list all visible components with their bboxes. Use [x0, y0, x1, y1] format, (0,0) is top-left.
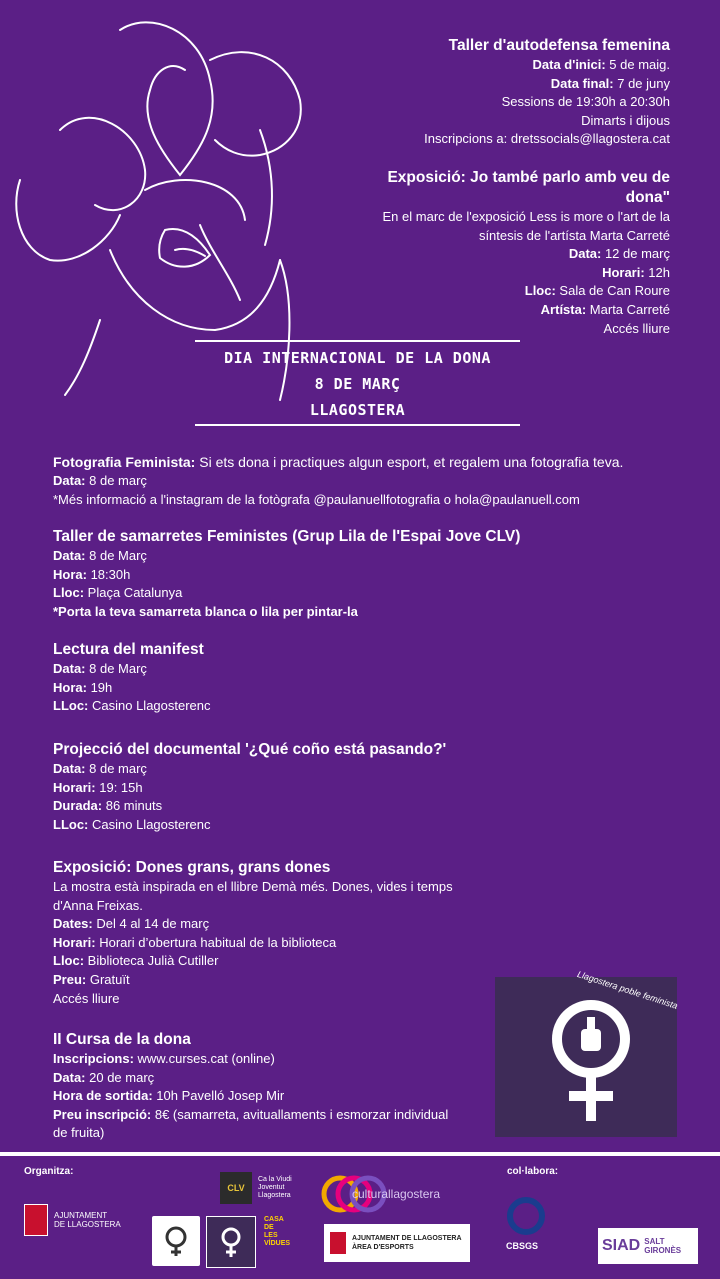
cultura-text: culturallagostera [352, 1187, 441, 1201]
hour-value: 18:30h [86, 566, 131, 582]
feminist-poster [495, 969, 680, 1137]
time-label: Horari: [53, 934, 96, 950]
date-label: Data: [53, 661, 86, 676]
exposicio2-title: Exposició: Dones grans, grans dones [53, 859, 331, 876]
start-label: Data d'inici: [532, 57, 606, 72]
logo-feminist [206, 1216, 256, 1268]
exposicio1-title-1: Exposició: Jo també parlo amb veu de [387, 169, 670, 186]
projeccio-title: Projecció del documental '¿Qué coño está pasando?' [53, 741, 447, 758]
logo-women-symbol [152, 1216, 200, 1266]
cursa-title: II Cursa de la dona [53, 1031, 191, 1048]
duration-label: Durada: [53, 798, 103, 814]
date-label: Data: [53, 761, 86, 776]
hour-label: Hora: [53, 679, 87, 695]
collabora-label: col·labora: [507, 1166, 559, 1177]
clv-icon: CLV [220, 1172, 252, 1204]
place-label: Lloc: [53, 953, 85, 969]
projeccio-section [53, 740, 446, 834]
esports-text: AJUNTAMENT DE LLAGOSTERA ÀREA D'ESPORTS [352, 1235, 462, 1251]
duration-value: 86 minuts [102, 798, 163, 814]
place-value: Biblioteca Julià Cutiller [84, 953, 219, 969]
fotografia-info: *Més informació a l'instagram de la fotògrafa @paulanuellfotografia o hola@paulanuell.com [53, 491, 580, 507]
cultura-logo [320, 1174, 470, 1214]
fotografia-title: Fotografia Feminista: [53, 454, 196, 470]
cbsgs-text: CBSGS [506, 1241, 539, 1251]
clv-text: Ca la Viudi Joventut Llagostera [258, 1176, 292, 1199]
date-value: 8 de març [85, 761, 147, 776]
ajuntament-logo [24, 1200, 144, 1240]
exposicio1-desc-1: En el marc de l'exposició Less is more o l'art de la [382, 209, 670, 224]
inscriptions-value: www.curses.cat (online) [133, 1051, 275, 1066]
date-label: Data: [53, 548, 86, 563]
poster-text: Llagostera poble feminista [576, 969, 680, 1011]
siad-sub: SALT GIRONÈS [644, 1237, 682, 1255]
esports-logo [324, 1224, 470, 1262]
dates-label: Dates: [53, 916, 93, 932]
days: Dimarts i dijous [581, 112, 670, 128]
start-value: 5 de maig. [605, 57, 670, 72]
date-value: 12 de març [601, 246, 670, 262]
footer-rule [0, 1152, 720, 1156]
artist-label: Artísta: [540, 301, 587, 317]
date-label: Data: [568, 246, 602, 262]
casa-vidues-logo: CASA DE LES VÍDUES [264, 1216, 291, 1247]
manifest-section [53, 640, 211, 716]
fotografia-desc: Si ets dona i practiques algun esport, et regalem una fotografia teva. [195, 454, 624, 470]
time-value: 19: 15h [95, 779, 143, 795]
end-value: 7 de juny [613, 75, 670, 91]
inscriptions: Inscripcions a: dretssocials@llagostera.cat [424, 131, 670, 147]
samarretes-note: *Porta la teva samarreta blanca o lila per pintar-la [53, 603, 358, 619]
end-label: Data final: [550, 75, 614, 91]
date-value: 8 de Març [85, 548, 147, 563]
sessions: Sessions de 19:30h a 20:30h [501, 94, 670, 110]
place-label: LLoc: [53, 816, 89, 832]
organitza-label: Organitza: [24, 1166, 74, 1177]
exposicio1-desc-2: síntesis de l'artísta Marta Carreté [478, 227, 670, 243]
autodefensa-section [424, 36, 670, 149]
banner-top-rule [195, 340, 520, 342]
samarretes-title: Taller de samarretes Feministes (Grup Lila de l'Espai Jove CLV) [53, 528, 521, 545]
date-label: Data: [53, 1069, 86, 1085]
place-value: Plaça Catalunya [84, 585, 183, 601]
exposicio2-desc-2: d'Anna Freixas. [53, 897, 143, 913]
exposicio2-section [53, 858, 453, 1008]
place-label: Lloc: [53, 585, 85, 601]
inscriptions-label: Inscripcions: [53, 1051, 134, 1066]
access: Accés lliure [603, 320, 670, 336]
place-value: Casino Llagosterenc [88, 816, 211, 832]
time-value: 12h [644, 264, 670, 280]
cbsgs-icon [506, 1196, 546, 1236]
feminist-icon [216, 1225, 246, 1259]
place-value: Casino Llagosterenc [88, 698, 211, 714]
venus-icon [159, 1224, 193, 1258]
autodefensa-title: Taller d'autodefensa femenina [448, 37, 670, 54]
time-label: Horari: [602, 264, 645, 280]
samarretes-section [53, 527, 520, 621]
hour-label: Hora: [53, 566, 87, 582]
place-label: Lloc: [524, 283, 556, 299]
price-value-2: de fruita) [53, 1125, 105, 1141]
time-label: Horari: [53, 779, 96, 795]
dates-value: Del 4 al 14 de març [92, 916, 210, 932]
price-value: 8€ (samarreta, avituallaments i esmorzar individual [151, 1106, 449, 1122]
footer [0, 1152, 720, 1279]
exposicio2-access: Accés lliure [53, 990, 120, 1006]
banner-line-3: LLAGOSTERA [309, 401, 406, 419]
exposicio2-desc-1: La mostra està inspirada en el llibre Demà més. Dones, vides i temps [53, 879, 453, 894]
clv-logo [220, 1172, 292, 1204]
siad-logo [598, 1228, 698, 1264]
date-value: 8 de Març [85, 661, 147, 676]
coat-of-arms-icon [330, 1232, 346, 1254]
exposicio1-section [383, 168, 670, 338]
siad-text: SIAD [602, 1237, 641, 1254]
cbsgs-logo [506, 1196, 546, 1251]
time-value: Horari d’obertura habitual de la biblioteca [95, 934, 337, 950]
hour-value: 19h [86, 679, 113, 695]
banner-line-2: 8 DE MARÇ [314, 375, 401, 393]
cursa-section [53, 1030, 448, 1143]
banner [195, 345, 520, 423]
price-value: Gratuït [86, 971, 130, 987]
place-value: Sala de Can Roure [555, 283, 670, 299]
fotografia-section [53, 452, 623, 509]
date-label: Data: [53, 473, 86, 488]
start-label: Hora de sortida: [53, 1088, 153, 1104]
exposicio1-title-2: dona" [625, 189, 670, 206]
manifest-title: Lectura del manifest [53, 641, 204, 658]
artist-value: Marta Carreté [586, 301, 670, 317]
price-label: Preu: [53, 971, 87, 987]
place-label: LLoc: [53, 698, 89, 714]
coat-of-arms-icon [24, 1204, 48, 1236]
banner-line-1: DIA INTERNACIONAL DE LA DONA [224, 349, 491, 367]
ajuntament-text: AJUNTAMENT DE LLAGOSTERA [54, 1211, 121, 1229]
banner-bottom-rule [195, 424, 520, 426]
date-value: 20 de març [85, 1069, 155, 1085]
price-label: Preu inscripció: [53, 1106, 152, 1122]
start-value: 10h Pavelló Josep Mir [152, 1088, 285, 1104]
date-value: 8 de març [85, 473, 147, 488]
